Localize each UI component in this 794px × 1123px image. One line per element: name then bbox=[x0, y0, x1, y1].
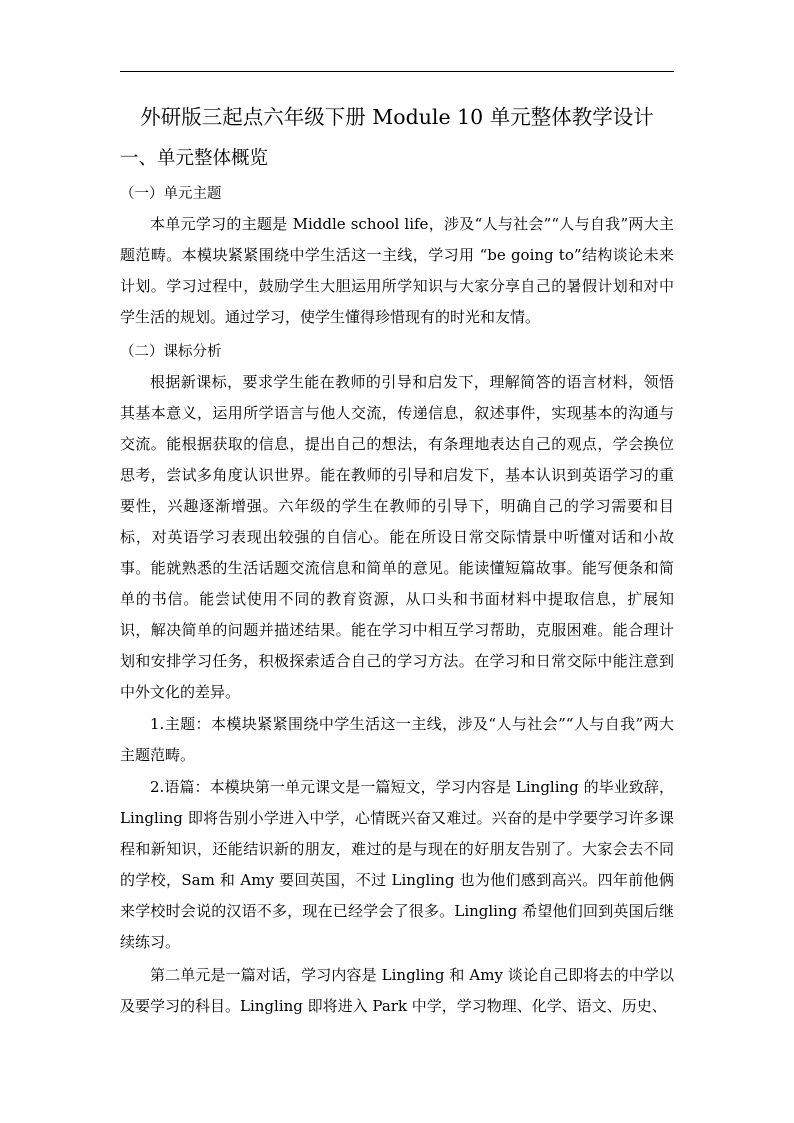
subheading-unit-theme: （一）单元主题 bbox=[120, 186, 222, 202]
header-rule bbox=[120, 71, 674, 72]
paragraph-point-text: 2.语篇：本模块第一单元课文是一篇短文，学习内容是 Lingling 的毕业致辞，Lingling 即将告别小学进入中学，心情既兴奋又难过。兴奋的是中学要学习许多课程和新知识，还能结识新的朋友，难过的是与现在的好朋友告别了。大家会去不同的学校，Sam 和 Amy 要回英国，不过 Lingling 也为他们感到高兴。四年前他俩来学校时会说的汉语不多，现在已经学会了很多。Lingling 希望他们回到英国后继续练习。 bbox=[120, 778, 674, 951]
subheading-curriculum-analysis: （二）课标分析 bbox=[120, 344, 222, 360]
paragraph-unit-two: 第二单元是一篇对话，学习内容是 Lingling 和 Amy 谈论自己即将去的中学以及要学习的科目。Lingling 即将进入 Park 中学，学习物理、化学、语文、历史、 bbox=[120, 966, 674, 1015]
paragraph-curriculum-analysis: 根据新课标，要求学生能在教师的引导和启发下，理解简答的语言材料，领悟其基本意义，运用所学语言与他人交流，传递信息，叙述事件，实现基本的沟通与交流。能根据获取的信息，提出自己的想法，有条理地表达自己的观点，学会换位思考，尝试多角度认识世界。能在教师的引导和启发下，基本认识到英语学习的重要性，兴趣逐渐增强。六年级的学生在教师的引导下，明确自己的学习需要和目标，对英语学习表现出较强的自信心。能在所设日常交际情景中听懂对话和小故事。能就熟悉的生活话题交流信息和简单的意见。能读懂短篇故事。能写便条和简单的书信。能尝试使用不同的教育资源，从口头和书面材料中提取信息，扩展知识，解决简单的问题并描述结果。能在学习中相互学习帮助，克服困难。能合理计划和安排学习任务，积极探索适合自己的学习方法。在学习和日常交际中能注意到中外文化的差异。 bbox=[120, 373, 674, 701]
section-heading-overview: 一、单元整体概览 bbox=[120, 148, 269, 169]
document-title: 外研版三起点六年级下册 Module 10 单元整体教学设计 bbox=[140, 105, 654, 129]
paragraph-unit-theme: 本单元学习的主题是 Middle school life，涉及“人与社会”“人与自我”两大主题范畴。本模块紧紧围绕中学生活这一主线，学习用 “be going to”结构谈论未来计划。学习过程中，鼓励学生大胆运用所学知识与大家分享自己的暑假计划和对中学生活的规划。通过学习，使学生懂得珍惜现有的时光和友情。 bbox=[120, 215, 674, 326]
paragraph-point-theme: 1.主题：本模块紧紧围绕中学生活这一主线，涉及“人与社会”“人与自我”两大主题范畴。 bbox=[120, 715, 674, 764]
